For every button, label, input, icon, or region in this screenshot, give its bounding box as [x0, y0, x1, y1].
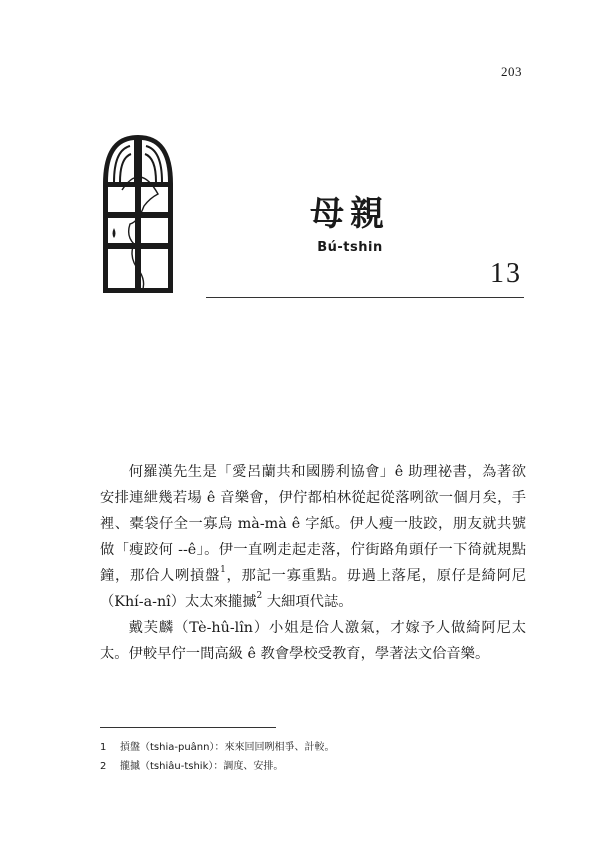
- paragraph-1: [100, 459, 526, 615]
- footnote-1: [100, 738, 526, 757]
- paragraph-2: 戴芙麟（Tè-hû-lîn）小姐是佮人激氣，才嫁予人做綺阿尼太太。伊較早佇一間高級 ê 教會學校受教育，學著法文佮音樂。: [100, 620, 526, 662]
- page-number: 203: [501, 64, 522, 79]
- arched-window-face-icon: [100, 132, 176, 296]
- chapter-title: 母親: [310, 194, 390, 234]
- footnote-2: [100, 757, 526, 776]
- footnotes: [100, 738, 526, 776]
- footnote-ref-2[interactable]: 2: [256, 591, 263, 602]
- footnote-number: 1: [100, 742, 107, 753]
- body-text: [100, 459, 526, 667]
- chapter-subtitle: Bú-tshin: [317, 240, 383, 255]
- paragraph-1-text-c: 大細項代誌。: [262, 594, 353, 610]
- footnote-number: 2: [100, 761, 107, 772]
- chapter-number: 13: [490, 258, 522, 289]
- paragraph-1-text-b: ，那記一寡重點。毋過上落尾，原仔是綺阿尼（Khí-a-nî）太太來攏摵: [100, 568, 527, 610]
- footnote-text: 摃盤（tshia-puânn）：來來回回咧相爭、計較。: [120, 742, 335, 753]
- footnote-ref-1[interactable]: 1: [220, 565, 226, 576]
- paragraph-1-text-a: 何羅漢先生是「愛呂蘭共和國勝利協會」ê 助理祕書，為著欲安排連紲幾若場 ê 音樂會，伊佇都柏林從起從落咧欲一個月矣，手裡、橐袋仔全一寡烏 mà-mà ê 字紙。伊人瘦一肢跤，朋友就共號做「瘦跤何 --ê」。伊一直咧走起走落，佇街路角頭仔一下徛就規點鐘，那佮人咧摃盤: [100, 464, 526, 584]
- title-divider: [206, 297, 524, 298]
- footnote-divider: [100, 727, 276, 728]
- footnote-text: 攏摵（tshiâu-tshik）：調度、安排。: [120, 761, 284, 772]
